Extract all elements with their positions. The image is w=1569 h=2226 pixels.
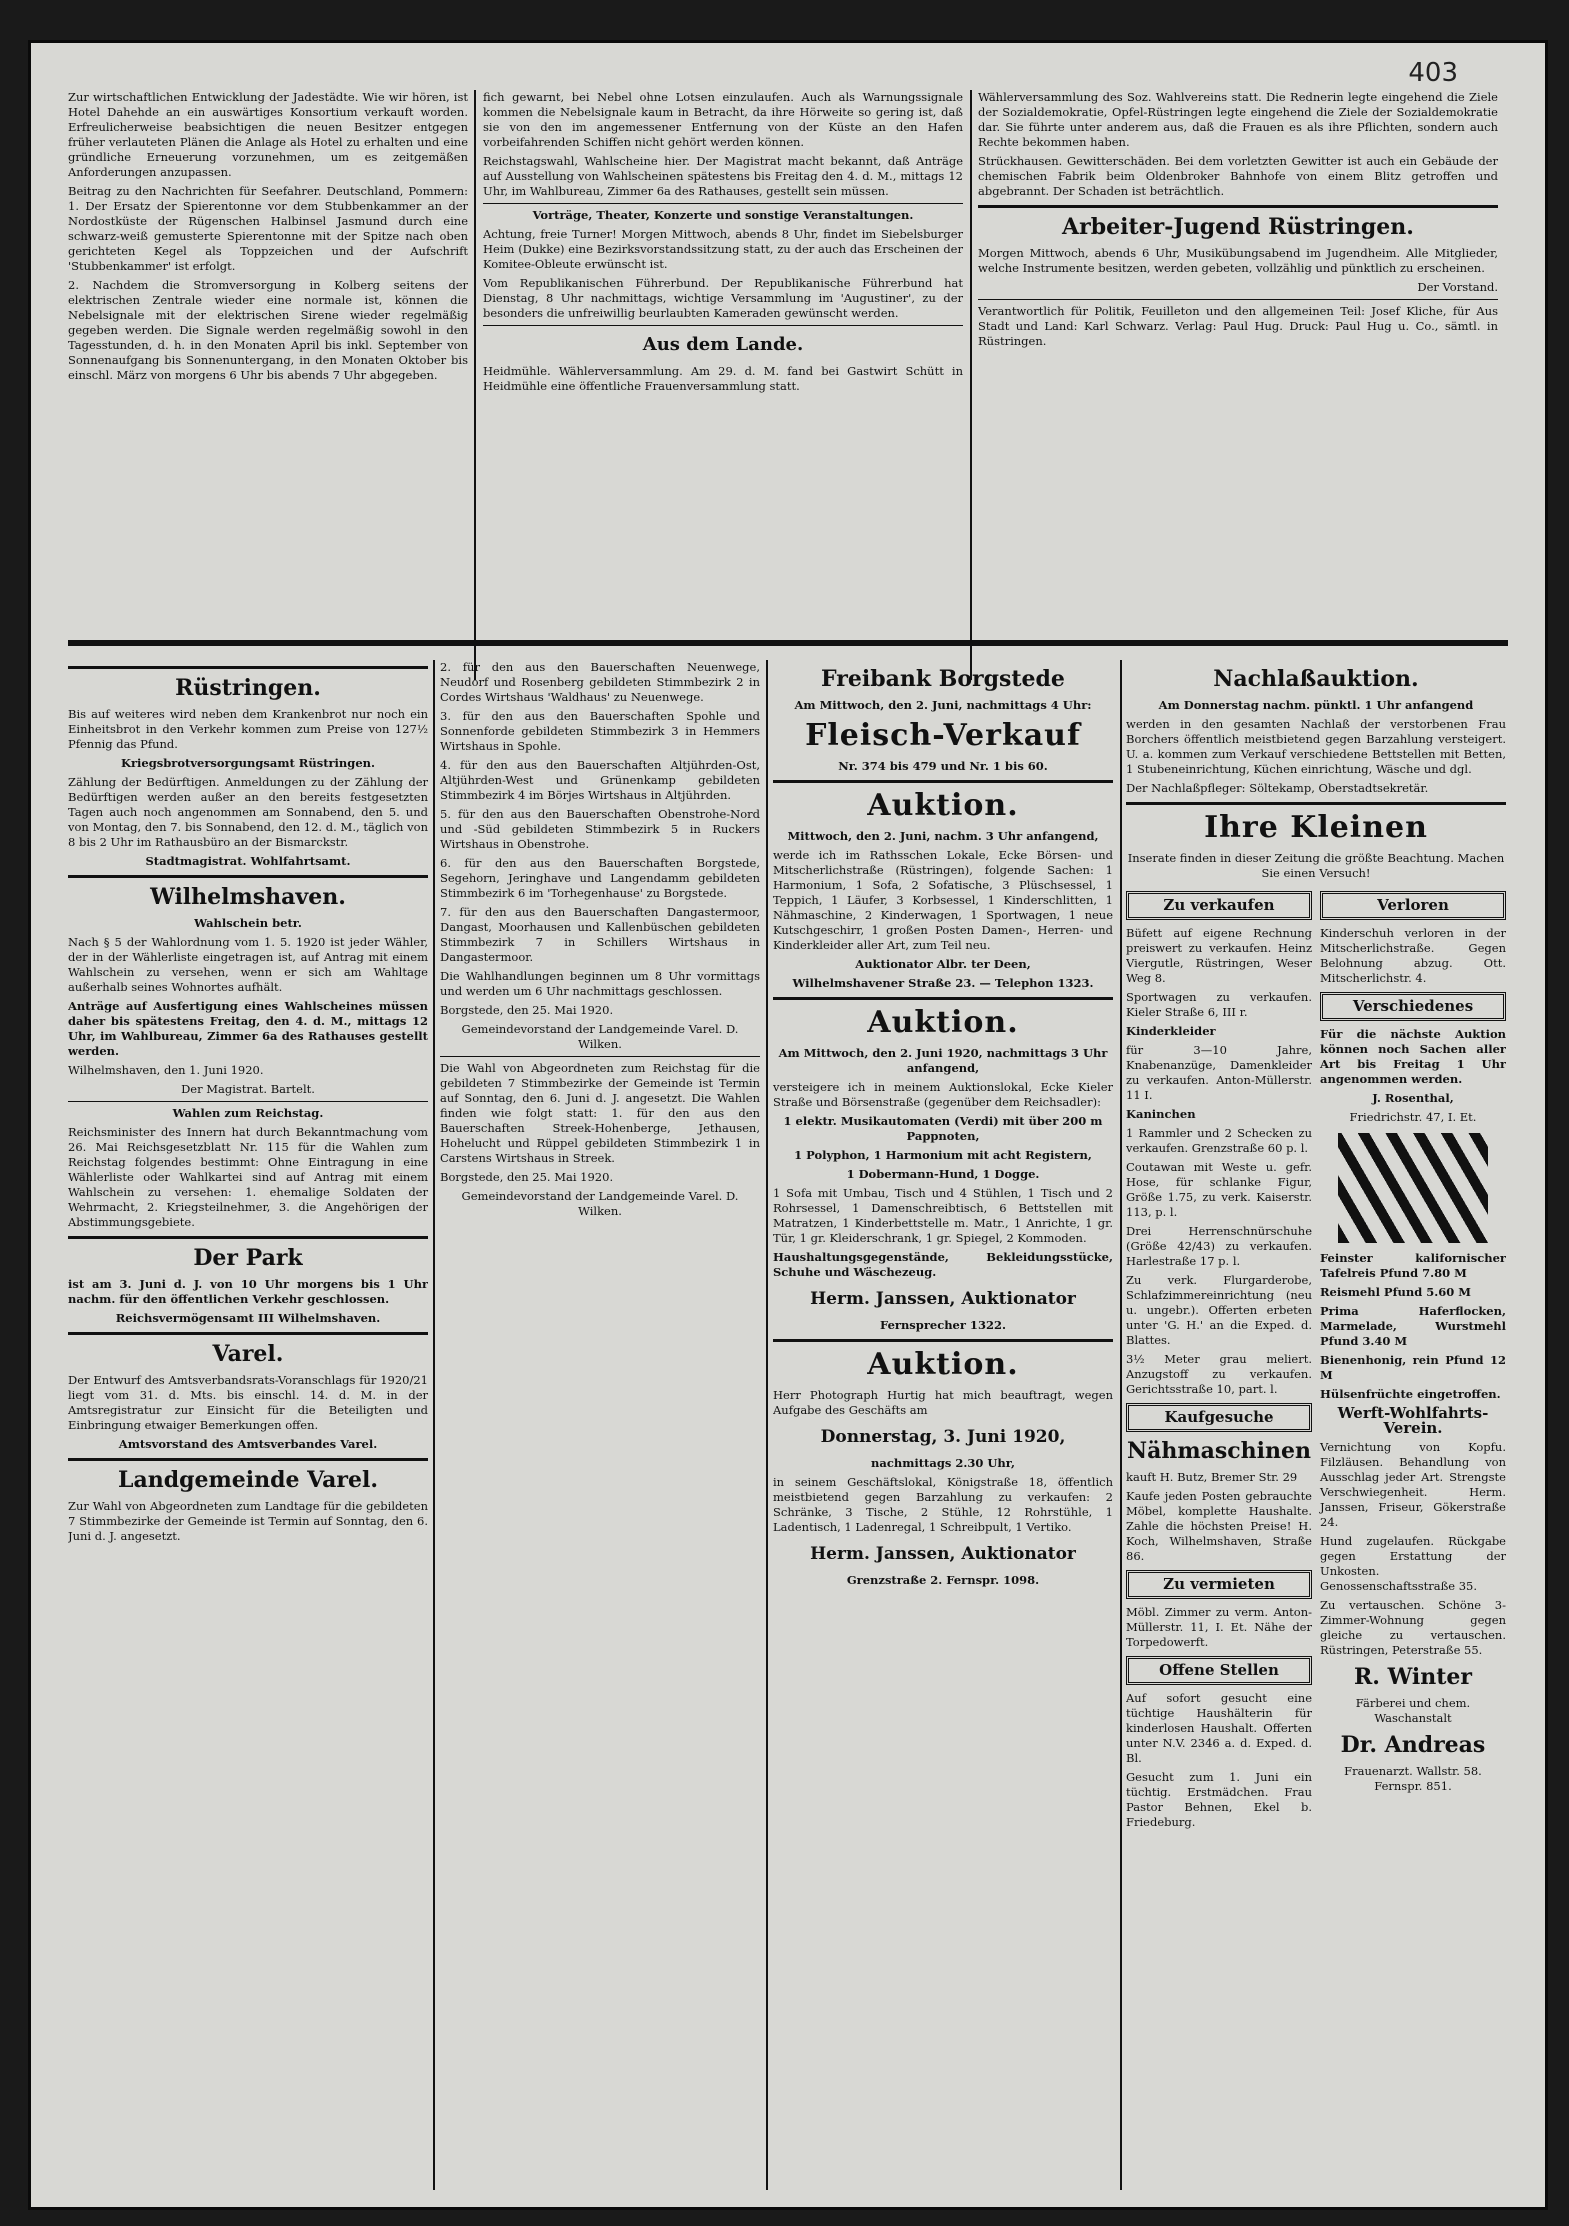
- divider: [68, 1236, 428, 1239]
- stimmbezirk-5: 5. für den aus den Bauerschaften Obenstrohe-Nord und -Süd gebildeten Stimmbezirk 5 in Ruckers Wirtshaus in Obenstrohe.: [440, 807, 760, 851]
- werft-logo-icon: [1338, 1133, 1488, 1243]
- page-number: 403: [1408, 58, 1458, 88]
- article-heidmuehle: Heidmühle. Wählerversammlung. Am 29. d. M. fand bei Gastwirt Schütt in Heidmühle eine öffentliche Frauenversammlung statt.: [483, 364, 963, 393]
- ad-andreas: Dr. Andreas: [1340, 1732, 1486, 1758]
- signature-gemeindevorstand: Gemeindevorstand der Landgemeinde Varel. D. Wilken.: [461, 1189, 739, 1218]
- notice-reichstag: Reichsminister des Innern hat durch Bekanntmachung vom 26. Mai Reichsgesetzblatt Nr. 115 für die Wahlen zum Reichstag folgendes bestimmt: Ohne Eintragung in eine Wählerliste oder Wahlkartei sind auf Antrag mit einem Wahlschein zu versehen: 1. ehemalige Soldaten der Wehrmacht, 2. Kriegsteilnehmer, 3. die Angehörigen der Abstimmungsgebiete.: [68, 1125, 428, 1229]
- ad-flurgarderobe: Zu verk. Flurgarderobe, Schlafzimmereinrichtung (neu u. ungebr.). Offerten erbeten unter 'G. H.' an die Exped. d. Blattes.: [1126, 1273, 1312, 1347]
- heading-wilhelmshaven: Wilhelmshaven.: [150, 884, 346, 910]
- notice-brot: Bis auf weiteres wird neben dem Krankenbrot nur noch ein Einheitsbrot in den Verkehr kommen zum Preise von 127½ Pfennig das Pfund.: [68, 707, 428, 751]
- subheading-wahlschein: Wahlschein betr.: [194, 916, 302, 930]
- notice-date: Borgstede, den 25. Mai 1920.: [440, 1170, 614, 1184]
- heading-nachlassauktion: Nachlaßauktion.: [1213, 666, 1419, 692]
- article-jugend: Morgen Mittwoch, abends 6 Uhr, Musikübungsabend im Jugendheim. Alle Mitglieder, welche Instrumente besitzen, werden gebeten, vollzählig und pünktlich zu erscheinen.: [978, 246, 1498, 275]
- divider: [978, 299, 1498, 300]
- auktion-3-time: nachmittags 2.30 Uhr,: [871, 1456, 1015, 1470]
- ad-anzugstoff: 3½ Meter grau meliert. Anzugstoff zu verkaufen. Gerichtsstraße 10, part. l.: [1126, 1352, 1312, 1396]
- stimmbezirk-7: 7. für den aus den Bauerschaften Dangastermoor, Dangast, Moorhausen und Kallenbüschen gebildeten Stimmbezirk 7 in Schillers Wirtshaus in Dangastermoor.: [440, 905, 760, 964]
- divider: [68, 875, 428, 878]
- article-strueckhausen: Strückhausen. Gewitterschäden. Bei dem vorletzten Gewitter ist auch ein Gebäude der chemischen Fabrik beim Oldenbroker Bahnhofe von einem Blitz getroffen und abgebrannt. Der Schaden ist beträchtlich.: [978, 154, 1498, 198]
- auktion-2-text: versteigere ich in meinem Auktionslokal, Ecke Kieler Straße und Börsenstraße (gegenüber dem Reichsadler):: [773, 1080, 1113, 1109]
- auktion-3-date: Donnerstag, 3. Juni 1920,: [820, 1427, 1066, 1447]
- ad-winter: R. Winter: [1353, 1664, 1473, 1690]
- ad-kaninchen: 1 Rammler und 2 Schecken zu verkaufen. Grenzstraße 60 p. l.: [1126, 1126, 1312, 1155]
- box-zu-vermieten: Zu vermieten: [1126, 1570, 1312, 1599]
- ad-vernichtung: Vernichtung von Kopfu. Filzläusen. Behandlung von Ausschlag jeder Art. Strengste Verschwiegenheit. Herm. Janssen, Friseur, Gökerstraße 24.: [1320, 1440, 1506, 1529]
- auktionator-janssen: Herm. Janssen, Auktionator: [810, 1544, 1076, 1564]
- notice-beduerftige: Zählung der Bedürftigen. Anmeldungen zu der Zählung der Bedürftigen werden außer an den bereits festgesetzten Tagen auch noch angenommen am Sonnabend, den 5. und von Montag, den 7. bis Sonnabend, den 12. d. M., täglich von 8 bis 2 Uhr im Rathausbüro an der Bismarckstr.: [68, 775, 428, 849]
- ad-kinderkleider: für 3—10 Jahre, Knabenanzüge, Damenkleider zu verkaufen. Anton-Müllerstr. 11 I.: [1126, 1043, 1312, 1102]
- ad-rosenthal-address: Friedrichstr. 47, I. Et.: [1349, 1110, 1477, 1124]
- newspaper-page: [28, 40, 1548, 2210]
- nachlass-text: werden in den gesamten Nachlaß der verstorbenen Frau Borchers öffentlich meistbietend gegen Barzahlung versteigert. U. a. kommen zum Verkauf verschiedene Bettstellen mit Betten, 1 Stubeneinrichtung, Küchen einrichtung, Wäsche und dgl.: [1126, 717, 1506, 776]
- ad-kinderkleider-head: Kinderkleider: [1126, 1024, 1216, 1038]
- imprint: Verantwortlich für Politik, Feuilleton und den allgemeinen Teil: Josef Kliche, für Aus Stadt und Land: Karl Schwarz. Verlag: Paul Hug. Druck: Paul Hug u. Co., sämtl. in Rüstringen.: [978, 304, 1498, 348]
- ad-haushaelterin: Auf sofort gesucht eine tüchtige Haushälterin für kinderlosen Haushalt. Offerten unter N.V. 2346 a. d. Exped. d. Bl.: [1126, 1691, 1312, 1765]
- ad-winter-sub: Färberei und chem. Waschanstalt: [1355, 1696, 1471, 1725]
- auktion-2-date: Am Mittwoch, den 2. Juni 1920, nachmittags 3 Uhr anfangend,: [778, 1046, 1108, 1075]
- auktion-2-item: 1 elektr. Musikautomaten (Verdi) mit über 200 m Pappnoten,: [783, 1114, 1103, 1143]
- ad-kaufe: Kaufe jeden Posten gebrauchte Möbel, komplette Haushalte. Zahle die höchsten Preise! H. Koch, Wilhelmshaven, Straße 86.: [1126, 1489, 1312, 1563]
- subheading-reichstag: Wahlen zum Reichstag.: [172, 1106, 324, 1120]
- ad-vertauschen: Zu vertauschen. Schöne 3-Zimmer-Wohnung gegen gleiche zu vertauschen. Rüstringen, Peterstraße 55.: [1320, 1598, 1506, 1657]
- notice-wahlschein: Nach § 5 der Wahlordnung vom 1. 5. 1920 ist jeder Wähler, der in der Wählerliste eingetragen ist, auf Antrag mit einem Wahlschein zu versehen, wenn er sich am Wahltage außerhalb seines Wohnortes aufhält.: [68, 935, 428, 994]
- heading-landgemeinde: Landgemeinde Varel.: [117, 1467, 379, 1493]
- top-column-3: [978, 90, 1498, 680]
- divider: [773, 997, 1113, 1000]
- column-divider: [970, 90, 972, 680]
- divider: [978, 205, 1498, 208]
- ad-tafelreis: Feinster kalifornischer Tafelreis Pfund 7.80 M: [1320, 1251, 1506, 1280]
- article-fuehrerbund: Vom Republikanischen Führerbund. Der Republikanische Führerbund hat Dienstag, 8 Uhr nachmittags, wichtige Versammlung im 'Augustiner', zu der besonders die unfreiwillig beurlaubten Kameraden gewünscht werden.: [483, 276, 963, 320]
- box-offene-stellen: Offene Stellen: [1126, 1656, 1312, 1685]
- ad-kaninchen-head: Kaninchen: [1126, 1107, 1196, 1121]
- auktion-2-item: 1 Dobermann-Hund, 1 Dogge.: [846, 1167, 1040, 1181]
- ad-erstmaedchen: Gesucht zum 1. Juni ein tüchtig. Erstmädchen. Frau Pastor Behnen, Ekel b. Friedeburg.: [1126, 1770, 1312, 1829]
- auktion-2-goods: Haushaltungsgegenstände, Bekleidungsstücke, Schuhe und Wäschezeug.: [773, 1250, 1113, 1279]
- ad-naechste-auktion: Für die nächste Auktion können noch Sachen aller Art bis Freitag 1 Uhr angenommen werden.: [1320, 1027, 1506, 1086]
- top-column-1: [68, 90, 468, 680]
- stimmbezirk-4: 4. für den aus den Bauerschaften Altjührden-Ost, Altjührden-West und Grünenkamp gebildeten Stimmbezirk 4 im Börjes Wirtshaus in Altjührden.: [440, 758, 760, 802]
- divider: [68, 1458, 428, 1461]
- heading-ruestringen: Rüstringen.: [175, 675, 321, 701]
- signature-magistrat: Der Magistrat. Bartelt.: [181, 1082, 315, 1096]
- notice-antraege: Anträge auf Ausfertigung eines Wahlscheines müssen daher bis spätestens Freitag, den 4. d. M., mittags 12 Uhr, im Wahlbureau, Zimmer 6a des Rathauses gestellt werden.: [68, 999, 428, 1058]
- column-divider: [474, 90, 476, 680]
- divider: [68, 666, 428, 669]
- stimmbezirk-6: 6. für den aus den Bauerschaften Borgstede, Segehorn, Jeringhave und Langendamm gebildeten Stimmbezirk 6 im 'Torhegenhause' zu Borgstede.: [440, 856, 760, 900]
- box-kaufgesuche: Kaufgesuche: [1126, 1403, 1312, 1432]
- ad-andreas-sub: Frauenarzt. Wallstr. 58. Fernspr. 851.: [1344, 1764, 1482, 1793]
- ad-reismehl: Reismehl Pfund 5.60 M: [1320, 1285, 1472, 1299]
- box-zu-verkaufen: Zu verkaufen: [1126, 891, 1312, 920]
- auktion-1-date: Mittwoch, den 2. Juni, nachm. 3 Uhr anfangend,: [787, 829, 1099, 843]
- heading-arbeiter-jugend: Arbeiter-Jugend Rüstringen.: [1062, 214, 1414, 240]
- janssen-phone: Fernsprecher 1322.: [880, 1318, 1006, 1332]
- nachlass-date: Am Donnerstag nachm. pünktl. 1 Uhr anfangend: [1158, 698, 1474, 712]
- heading-park: Der Park: [193, 1245, 303, 1271]
- bottom-column-2: [440, 660, 760, 2190]
- heading-ihre-kleinen: Ihre Kleinen: [1204, 810, 1428, 845]
- divider: [1126, 802, 1506, 805]
- notice-varel: Der Entwurf des Amtsverbandsrats-Voranschlags für 1920/21 liegt vom 31. d. Mts. bis einschl. 14. d. M. in der Amtsregistratur zur Einsicht für die Beteiligten und Einbringung etwaiger Bemerkungen offen.: [68, 1373, 428, 1432]
- section-heading-veranstaltungen: Vorträge, Theater, Konzerte und sonstige Veranstaltungen.: [532, 208, 914, 222]
- janssen-address: Grenzstraße 2. Fernspr. 1098.: [846, 1573, 1040, 1587]
- notice-date: Borgstede, den 25. Mai 1920.: [440, 1003, 614, 1017]
- auktion-2-item: 1 Polyphon, 1 Harmonium mit acht Registern,: [794, 1148, 1092, 1162]
- auktion-3-text: in seinem Geschäftslokal, Königstraße 18, öffentlich meistbietend gegen Barzahlung zu verkaufen: 2 Schränke, 3 Tische, 2 Stühle, 12 Rohrstühle, 1 Ladentisch, 1 Ladenregal, 1 Schreibpult, 1 Vertiko.: [773, 1475, 1113, 1534]
- ad-werft-verein: Werft-Wohlfahrts-Verein.: [1337, 1404, 1489, 1437]
- heading-auktion-2: Auktion.: [867, 1005, 1019, 1040]
- freibank-numbers: Nr. 374 bis 479 und Nr. 1 bis 60.: [838, 759, 1048, 773]
- notice-park: ist am 3. Juni d. J. von 10 Uhr morgens bis 1 Uhr nachm. für den öffentlichen Verkehr geschlossen.: [68, 1277, 428, 1306]
- column-divider: [766, 660, 768, 2190]
- signature-kriegsbrot: Kriegsbrotversorgungsamt Rüstringen.: [120, 756, 376, 770]
- ad-haferflocken: Prima Haferflocken, Marmelade, Wurstmehl Pfund 3.40 M: [1320, 1304, 1506, 1348]
- auktionator-janssen: Herm. Janssen, Auktionator: [810, 1289, 1076, 1309]
- ad-moebl-zimmer: Möbl. Zimmer zu verm. Anton-Müllerstr. 11, I. Et. Nähe der Torpedowerft.: [1126, 1605, 1312, 1649]
- signature-reichsvermoegen: Reichsvermögensamt III Wilhelmshaven.: [115, 1311, 381, 1325]
- ter-deen-address: Wilhelmshavener Straße 23. — Telephon 1323.: [792, 976, 1094, 990]
- ad-huelsenfruechte: Hülsenfrüchte eingetroffen.: [1320, 1387, 1501, 1401]
- signature-gemeindevorstand: Gemeindevorstand der Landgemeinde Varel. D. Wilken.: [461, 1022, 739, 1051]
- ad-sportwagen: Sportwagen zu verkaufen. Kieler Straße 6, III r.: [1126, 990, 1312, 1019]
- bottom-column-3: [773, 660, 1113, 2190]
- ad-bienenhonig: Bienenhonig, rein Pfund 12 M: [1320, 1353, 1506, 1382]
- heading-fleisch-verkauf: Fleisch-Verkauf: [805, 718, 1081, 753]
- ad-coutawan: Coutawan mit Weste u. gefr. Hose, für schlanke Figur, Größe 1.75, zu verk. Kaiserstr. 113, p. l.: [1126, 1160, 1312, 1219]
- divider: [773, 1339, 1113, 1342]
- ad-herrenschuhe: Drei Herrenschnürschuhe (Größe 42/43) zu verkaufen. Harlestraße 17 p. l.: [1126, 1224, 1312, 1268]
- notice-reichstag-wahl: Die Wahl von Abgeordneten zum Reichstag für die gebildeten 7 Stimmbezirke der Gemeinde ist Termin auf Sonntag, den 6. Juni d. J. angesetzt. Die Wahlen finden wie folgt statt: 1. für den aus den Bauerschaften Streek-Hohenberge, Jethausen, Hohelucht und Rüppel gebildeten Stimmbezirk 1 in Carstens Wirtshaus in Streek.: [440, 1061, 760, 1165]
- article-nebel: fich gewarnt, bei Nebel ohne Lotsen einzulaufen. Auch als Warnungssignale kommen die Nebelsignale kaum in Betracht, da ihre Hörweite so gering ist, daß sie von den im angemessener Entfernung von der Küste an den Hafen vorbeifahrenden Schiffen nicht gehört werden können.: [483, 90, 963, 149]
- heading-freibank: Freibank Borgstede: [821, 666, 1065, 692]
- signature-wohlfahrt: Stadtmagistrat. Wohlfahrtsamt.: [145, 854, 351, 868]
- notice-landtag: Zur Wahl von Abgeordneten zum Landtage für die gebildeten 7 Stimmbezirke der Gemeinde ist Termin auf Sonntag, den 6. Juni d. J. angesetzt.: [68, 1499, 428, 1543]
- auktion-3-intro: Herr Photograph Hurtig hat mich beauftragt, wegen Aufgabe des Geschäfts am: [773, 1388, 1113, 1417]
- stimmbezirk-3: 3. für den aus den Bauerschaften Spohle und Sonnenforde gebildeten Stimmbezirk 3 in Hemmers Wirtshaus in Spohle.: [440, 709, 760, 753]
- kleinen-sub: Inserate finden in dieser Zeitung die größte Beachtung. Machen Sie einen Versuch!: [1127, 851, 1505, 880]
- heading-auktion-1: Auktion.: [867, 788, 1019, 823]
- top-column-2: [483, 90, 963, 680]
- section-rule: [68, 640, 1508, 646]
- ad-rosenthal: J. Rosenthal,: [1372, 1091, 1454, 1105]
- article-wahlverein: Wählerversammlung des Soz. Wahlvereins statt. Die Rednerin legte eingehend die Ziele der Sozialdemokratie, Opfel-Rüstringen legte eingehend die Ziele der Sozialdemokratie dar. Sie führte unter anderem aus, daß die Frauen es als ihre Pflichten, sondern auch Rechte bekommen haben.: [978, 90, 1498, 149]
- auktionator-ter-deen: Auktionator Albr. ter Deen,: [855, 957, 1031, 971]
- divider: [483, 203, 963, 204]
- divider: [773, 780, 1113, 783]
- nachlass-sign: Der Nachlaßpfleger: Söltekamp, Oberstadtsekretär.: [1126, 781, 1429, 795]
- column-divider: [433, 660, 435, 2190]
- bottom-column-4: [1126, 660, 1506, 2190]
- article-kolberg: 2. Nachdem die Stromversorgung in Kolberg seitens der elektrischen Zentrale wieder eine normale ist, können die Nebelsignale mit der elektrischen Sirene wieder regelmäßig gegeben werden. Die Signale werden regelmäßig sowohl in den Tagesstunden, d. h. in den Monaten April bis inkl. September von Sonnenaufgang bis Sonnenuntergang, in den Monaten Oktober bis einschl. März von morgens 6 Uhr bis abends 7 Uhr abgegeben.: [68, 278, 468, 382]
- box-verschiedenes: Verschiedenes: [1320, 992, 1506, 1021]
- ad-naehmaschinen-head: Nähmaschinen: [1126, 1438, 1311, 1464]
- divider: [483, 325, 963, 326]
- heading-varel: Varel.: [212, 1341, 284, 1367]
- signature-vorstand: Der Vorstand.: [1417, 280, 1498, 294]
- stimmbezirk-2: 2. für den aus den Bauerschaften Neuenwege, Neudorf und Rosenberg gebildeten Stimmbezirk 2 in Cordes Wirtshaus 'Waldhaus' zu Neuenwege.: [440, 660, 760, 704]
- article-reichstagswahl: Reichstagswahl, Wahlscheine hier. Der Magistrat macht bekannt, daß Anträge auf Ausstellung von Wahlscheinen spätestens bis Freitag den 4. d. M., mittags 12 Uhr, im Wahlbureau, Zimmer 6a des Rathauses, gestellt sein müssen.: [483, 154, 963, 198]
- auktion-2-list: 1 Sofa mit Umbau, Tisch und 4 Stühlen, 1 Tisch und 2 Rohrsessel, 1 Damenschreibtisch, 6 Bettstellen mit Matratzen, 1 Kinderbettstelle m. Matr., 1 Anrichte, 1 gr. Tür, 1 gr. Kleiderschrank, 1 gr. Spiegel, 2 Kommoden.: [773, 1186, 1113, 1245]
- article-seefahrer: Beitrag zu den Nachrichten für Seefahrer. Deutschland, Pommern: 1. Der Ersatz der Spierentonne vor dem Stubbenkammer an der Nordostküste der Rügenschen Halbinsel Jasmund durch eine schwarz-weiß gemusterte Spierentonne mit der Spitze nach oben gerichteten Kegel als Toppzeichen und der Aufschrift 'Stubbenkammer' ist erfolgt.: [68, 184, 468, 273]
- section-heading-lande: Aus dem Lande.: [642, 334, 804, 355]
- ad-hund: Hund zugelaufen. Rückgabe gegen Erstattung der Unkosten. Genossenschaftsstraße 35.: [1320, 1534, 1506, 1593]
- ad-kinderschuh: Kinderschuh verloren in der Mitscherlichstraße. Gegen Belohnung abzug. Ott. Mitscherlichstr. 4.: [1320, 926, 1506, 985]
- notice-date: Wilhelmshaven, den 1. Juni 1920.: [68, 1063, 264, 1077]
- divider: [440, 1056, 760, 1057]
- article-turner: Achtung, freie Turner! Morgen Mittwoch, abends 8 Uhr, findet im Siebelsburger Heim (Dukke) eine Bezirksvorstandssitzung statt, zu der auch das Erscheinen der Komitee-Obleute erwünscht ist.: [483, 227, 963, 271]
- article-jadestaedte: Zur wirtschaftlichen Entwicklung der Jadestädte. Wie wir hören, ist Hotel Dahehde an ein auswärtiges Konsortium verkauft worden. Erfreulicherweise beabsichtigen die neuen Besitzer entgegen früher verlauteten Plänen die Anlage als Hotel zu erhalten und eine gründliche Erneuerung vorzunehmen, um es zeitgemäßen Anforderungen anzupassen.: [68, 90, 468, 179]
- freibank-date: Am Mittwoch, den 2. Juni, nachmittags 4 Uhr:: [794, 698, 1092, 712]
- column-divider: [1120, 660, 1122, 2190]
- heading-auktion-3: Auktion.: [867, 1347, 1019, 1382]
- divider: [68, 1332, 428, 1335]
- ad-buefett: Büfett auf eigene Rechnung preiswert zu verkaufen. Heinz Viergutle, Rüstringen, Weser Weg 8.: [1126, 926, 1312, 985]
- bottom-column-1: [68, 660, 428, 2190]
- box-verloren: Verloren: [1320, 891, 1506, 920]
- wahlhandlung: Die Wahlhandlungen beginnen um 8 Uhr vormittags und werden um 6 Uhr nachmittags geschlossen.: [440, 969, 760, 998]
- signature-amtsvorstand: Amtsvorstand des Amtsverbandes Varel.: [118, 1437, 378, 1451]
- auktion-1-text: werde ich im Rathsschen Lokale, Ecke Börsen- und Mitscherlichstraße (Rüstringen), folgende Sachen: 1 Harmonium, 1 Sofa, 2 Sofatische, 3 Plüschsessel, 1 Teppich, 1 Läufer, 3 Korbsessel, 1 Kinderschlitten, 1 Nähmaschine, 2 Kinderwagen, 1 Sportwagen, 1 neue Kutschgeschirr, 1 großen Posten Damen-, Herren- und Kinderkleider aller Art, zum Teil neu.: [773, 848, 1113, 952]
- divider: [68, 1101, 428, 1102]
- ad-naehmaschinen: kauft H. Butz, Bremer Str. 29: [1126, 1470, 1298, 1484]
